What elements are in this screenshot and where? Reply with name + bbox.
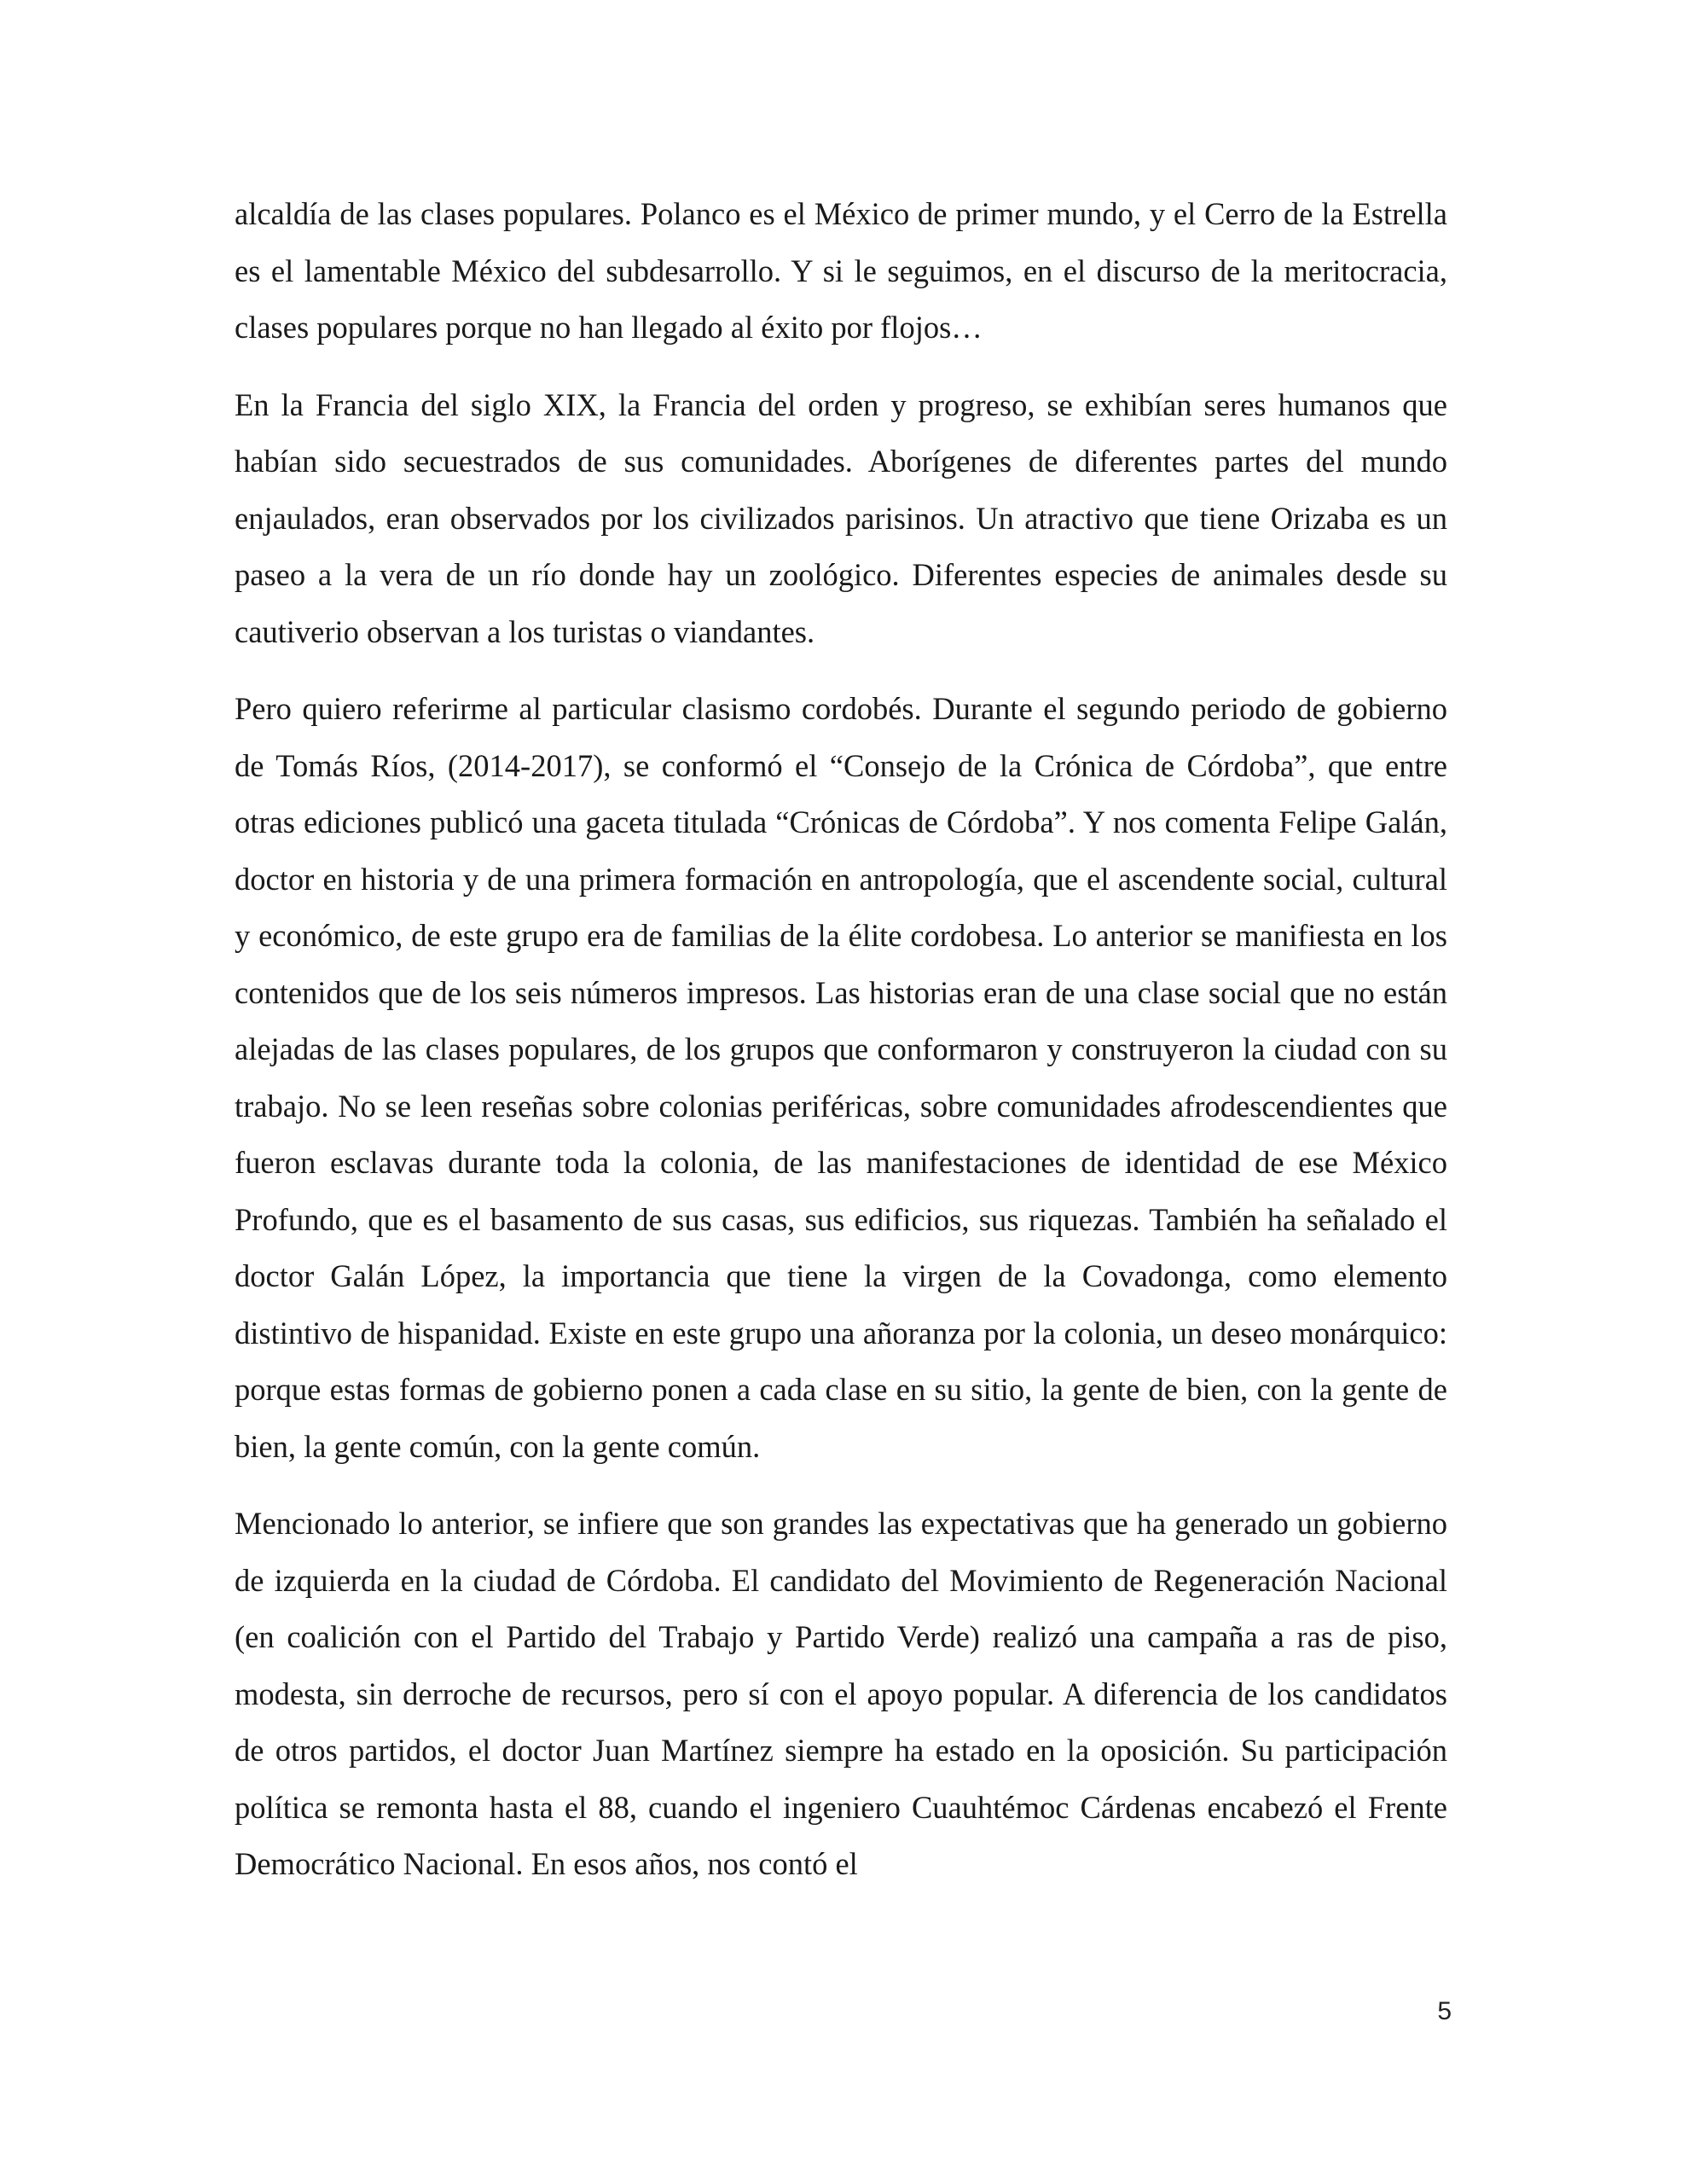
body-text: [235, 186, 1447, 1914]
page-number: 5: [1437, 1997, 1452, 2025]
paragraph-3: Pero quiero referirme al particular clasismo cordobés. Durante el segundo periodo de gobierno de Tomás Ríos, (2014-2017), se conformó el “Consejo de la Crónica de Córdoba”, que entre otras ediciones publicó una gaceta titulada “Crónicas de Córdoba”. Y nos comenta Felipe Galán, doctor en historia y de una primera formación en antropología, que el ascendente social, cultural y económico, de este grupo era de familias de la élite cordobesa. Lo anterior se manifiesta en los contenidos que de los seis números impresos. Las historias eran de una clase social que no están alejadas de las clases populares, de los grupos que conformaron y construyeron la ciudad con su trabajo. No se leen reseñas sobre colonias periféricas, sobre comunidades afrodescendientes que fueron esclavas durante toda la colonia, de las manifestaciones de identidad de ese México Profundo, que es el basamento de sus casas, sus edificios, sus riquezas. También ha señalado el doctor Galán López, la importancia que tiene la virgen de la Covadonga, como elemento distintivo de hispanidad. Existe en este grupo una añoranza por la colonia, un deseo monárquico: porque estas formas de gobierno ponen a cada clase en su sitio, la gente de bien, con la gente de bien, la gente común, con la gente común.: [235, 691, 1447, 1464]
paragraph-1: alcaldía de las clases populares. Polanco es el México de primer mundo, y el Cerro de la Estrella es el lamentable México del subdesarrollo. Y si le seguimos, en el discurso de la meritocracia, clases populares porque no han llegado al éxito por flojos…: [235, 196, 1447, 345]
paragraph-2: En la Francia del siglo XIX, la Francia del orden y progreso, se exhibían seres humanos que habían sido secuestrados de sus comunidades. Aborígenes de diferentes partes del mundo enjaulados, eran observados por los civilizados parisinos. Un atractivo que tiene Orizaba es un paseo a la vera de un río donde hay un zoológico. Diferentes especies de animales desde su cautiverio observan a los turistas o viandantes.: [235, 386, 1447, 649]
paragraph-4: Mencionado lo anterior, se infiere que son grandes las expectativas que ha generado un gobierno de izquierda en la ciudad de Córdoba. El candidato del Movimiento de Regeneración Nacional (en coalición con el Partido del Trabajo y Partido Verde) realizó una campaña a ras de piso, modesta, sin derroche de recursos, pero sí con el apoyo popular. A diferencia de los candidatos de otros partidos, el doctor Juan Martínez siempre ha estado en la oposición. Su participación política se remonta hasta el 88, cuando el ingeniero Cuauhtémoc Cárdenas encabezó el Frente Democrático Nacional. En esos años, nos contó el: [235, 1506, 1447, 1881]
